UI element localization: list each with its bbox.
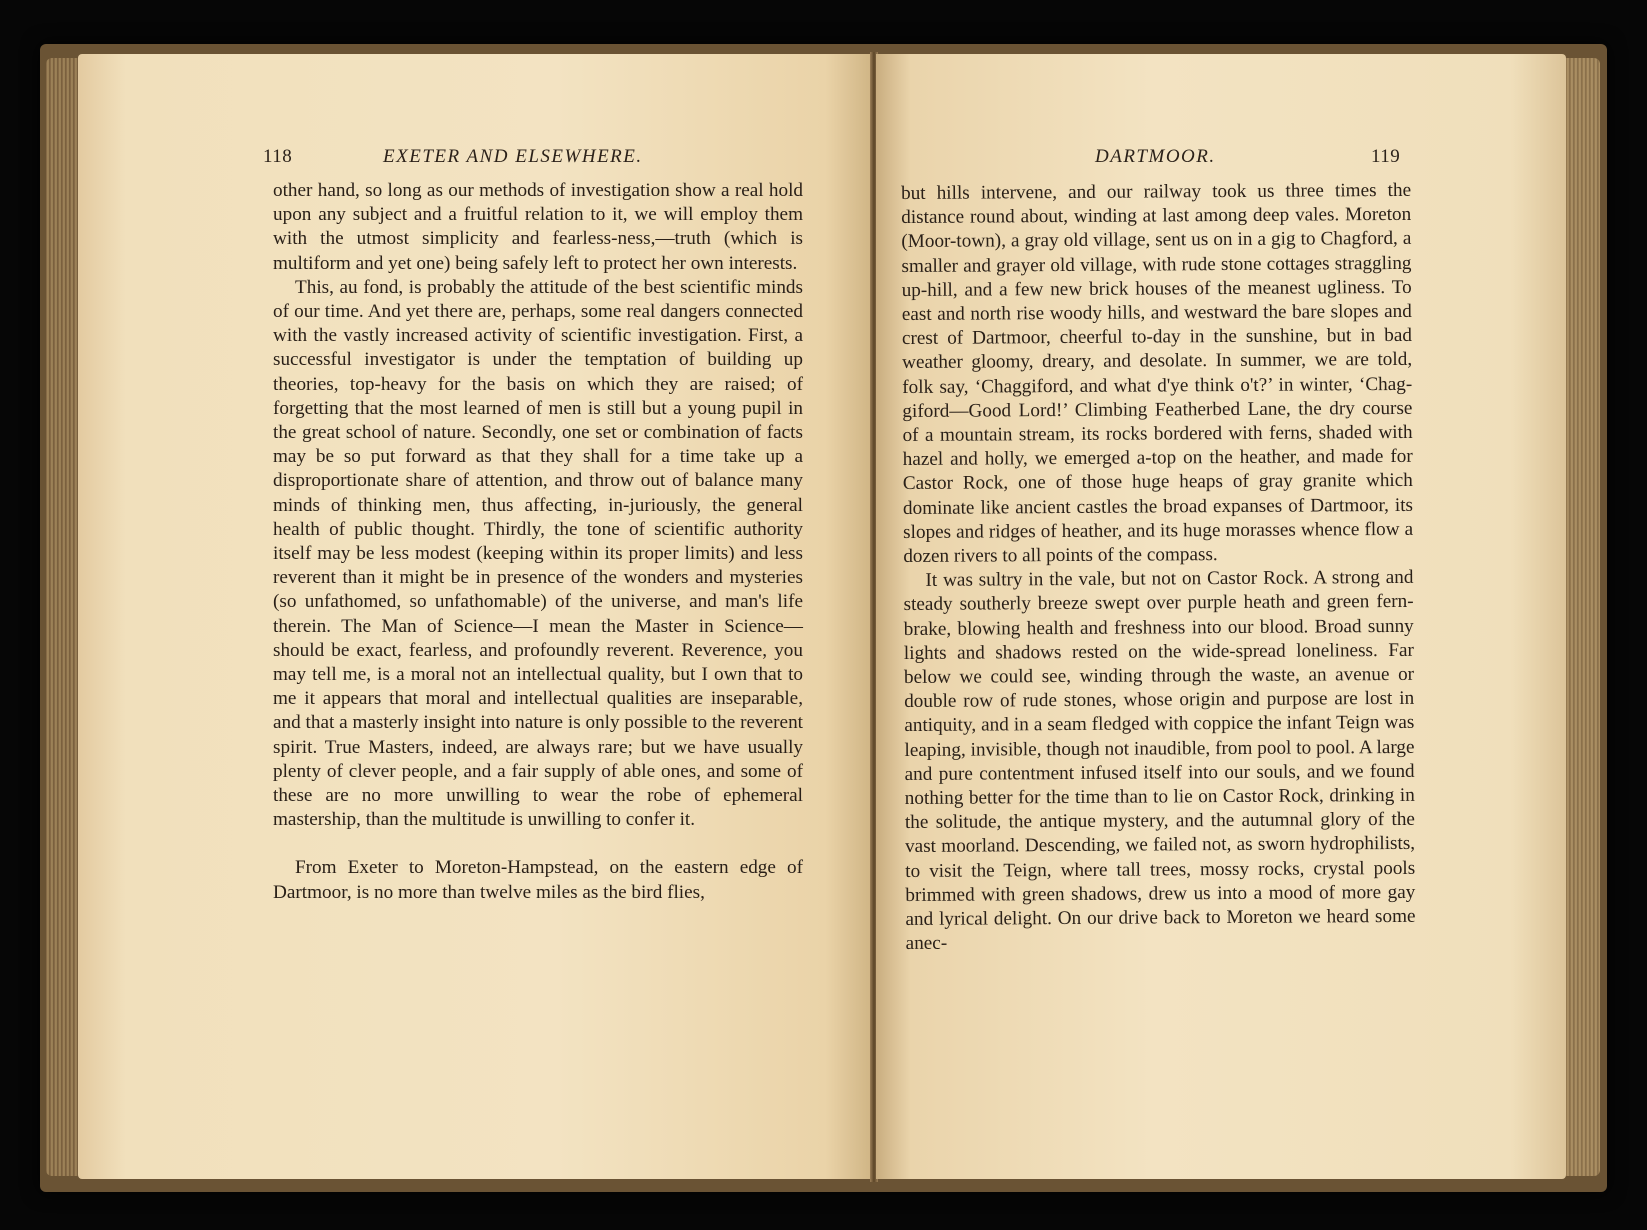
open-book [40, 44, 1607, 1192]
book-edge-right [1566, 58, 1600, 1176]
left-page-number: 118 [263, 146, 293, 167]
right-page-text [901, 179, 1416, 957]
right-paragraph-2: It was sultry in the vale, but not on Castor Rock. A strong and steady southerly breeze swept over purple heath and green fern-brake, blowing health and freshness into our blood. Broad sunny lights and shadows rested on the wide-spread loneliness. Far below we could see, winding through the waste, an avenue or double row of rude stones, whose origin and purpose are lost in antiquity, and in a seam fledged with coppice the infant Teign was leaping, invisible, though not inaudible, from pool to pool. A large and pure contentment infused itself into our souls, and we found nothing better for the time than to lie on Castor Rock, drinking in the solitude, the antique mystery, and the autumnal glory of the vast moorland. Descending, we failed not, as sworn hydrophilists, to visit the Teign, where tall trees, mossy rocks, crystal pools brimmed with green shadows, drew us into a mood of more gay and lyrical delight. On our drive back to Moreton we heard some anec- [903, 567, 1416, 955]
right-page-number: 119 [1371, 146, 1401, 167]
left-paragraph-3: From Exeter to Moreton-Hampstead, on the eastern edge of Dartmoor, is no more than twelve miles as the bird flies, [273, 857, 803, 903]
book-edge-left [46, 58, 78, 1176]
right-paragraph-1: but hills intervene, and our railway took us three times the distance round about, winding at last among deep vales. Moreton (Moor-town), a gray old village, sent us on in a gig to Chagford, a smaller and grayer old village, with rude stone cottages straggling up-hill, and a few new brick houses of the meanest ugliness. To east and north rise woody hills, and westward the bare slopes and crest of Dartmoor, cheerful to-day in the sunshine, but in bad weather gloomy, dreary, and desolate. In summer, we are told, folk say, ‘Chaggiford, and what d'ye think o't?’ in winter, ‘Chag-giford—Good Lord!’ Climbing Featherbed Lane, the dry course of a mountain stream, its rocks bordered with ferns, shaded with hazel and holly, we emerged a-top on the heather, and made for Castor Rock, one of those huge heaps of gray granite which dominate like ancient castles the broad expanses of Dartmoor, its slopes and ridges of heather, and its huge morasses whence flow a dozen rivers to all points of the compass. [901, 179, 1414, 568]
left-page [78, 54, 873, 1179]
right-running-title: DARTMOOR. [1095, 146, 1216, 167]
left-paragraph-1: other hand, so long as our methods of investigation show a real hold upon any subject and a fruitful relation to it, we will employ them with the utmost simplicity and fearless-ness,—truth (which is multiform and yet one) being safely left to protect her own interests. [273, 180, 803, 274]
left-paragraph-2: This, au fond, is probably the attitude of the best scientific minds of our time. And yet there are, perhaps, some real dangers connected with the vastly increased activity of scientific investigation. First, a successful investigator is under the temptation of building up theories, top-heavy for the basis on which they are raised; of forgetting that the most learned of men is still but a young pupil in the great school of nature. Secondly, one set or combination of facts may be so put forward as that they shall for a time take up a disproportionate share of attention, and throw out of balance many minds of thinking men, thus affecting, in-juriously, the general health of public thought. Thirdly, the tone of scientific authority itself may be less modest (keeping within its proper limits) and less reverent than it might be in presence of the wonders and mysteries (so unfathomed, so unfathomable) of the universe, and man's life therein. The Man of Science—I mean the Master in Science—should be exact, fearless, and profoundly reverent. Reverence, you may tell me, is a moral not an intellectual quality, but I own that to me it appears that moral and intellectual qualities are inseparable, and that a masterly insight into nature is only possible to the reverent spirit. True Masters, indeed, are always rare; but we have usually plenty of clever people, and a fair supply of able ones, and some of these are no more unwilling to wear the robe of ephemeral mastership, than the multitude is unwilling to confer it. [273, 276, 803, 831]
right-page [876, 54, 1566, 1179]
left-page-text [273, 179, 803, 905]
section-gap [273, 832, 803, 856]
left-running-title: EXETER AND ELSEWHERE. [383, 146, 643, 167]
